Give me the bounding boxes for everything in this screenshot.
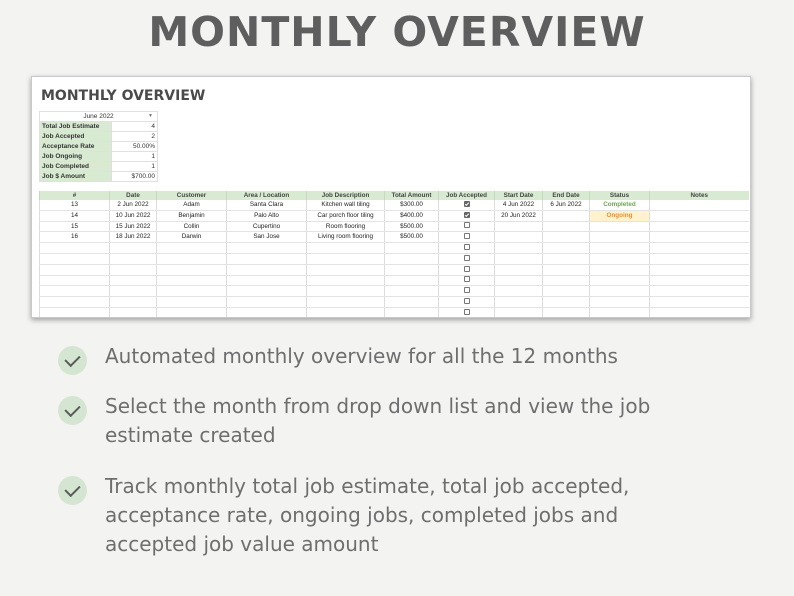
job-status	[590, 253, 650, 264]
summary-label: Job Completed	[40, 162, 112, 172]
notes-cell	[650, 307, 749, 318]
start-date	[495, 297, 543, 308]
job-status	[590, 275, 650, 286]
start-date	[495, 232, 543, 243]
table-row	[40, 210, 749, 221]
job-description: Car porch floor tiling	[307, 210, 385, 221]
area-location	[227, 307, 307, 318]
spreadsheet-preview	[31, 76, 751, 318]
end-date	[543, 297, 590, 308]
job-accepted-checkbox[interactable]	[439, 297, 495, 308]
end-date: 6 Jun 2022	[543, 200, 590, 210]
summary-row	[40, 172, 158, 182]
total-amount: $300.00	[385, 200, 439, 210]
column-header: #	[40, 191, 110, 200]
table-row	[40, 307, 749, 318]
job-status	[590, 232, 650, 243]
notes-cell	[650, 253, 749, 264]
start-date	[495, 264, 543, 275]
column-header: Total Amount	[385, 191, 439, 200]
start-date	[495, 286, 543, 297]
start-date	[495, 221, 543, 232]
column-header: Notes	[650, 191, 749, 200]
notes-cell	[650, 243, 749, 254]
check-icon	[58, 346, 87, 375]
row-number	[40, 307, 110, 318]
job-description	[307, 264, 385, 275]
table-row	[40, 232, 749, 243]
notes-cell	[650, 232, 749, 243]
feature-text: Track monthly total job estimate, total job accepted, acceptance rate, ongoing jobs, completed jobs and accepted job value amount	[105, 474, 630, 556]
total-amount	[385, 307, 439, 318]
row-number	[40, 253, 110, 264]
job-status	[590, 243, 650, 254]
end-date	[543, 232, 590, 243]
table-row	[40, 221, 749, 232]
check-icon	[58, 476, 87, 505]
area-location	[227, 297, 307, 308]
summary-value: $700.00	[112, 172, 158, 182]
summary-value: 1	[112, 162, 158, 172]
job-date: 10 Jun 2022	[110, 210, 157, 221]
job-description	[307, 275, 385, 286]
job-status	[590, 307, 650, 318]
job-date	[110, 307, 157, 318]
end-date	[543, 210, 590, 221]
job-date	[110, 243, 157, 254]
area-location: San Jose	[227, 232, 307, 243]
job-date	[110, 286, 157, 297]
job-date: 18 Jun 2022	[110, 232, 157, 243]
row-number	[40, 297, 110, 308]
end-date	[543, 221, 590, 232]
total-amount	[385, 275, 439, 286]
feature-text: Select the month from drop down list and view the job estimate created	[105, 394, 651, 447]
feature-text: Automated monthly overview for all the 12 months	[105, 344, 618, 368]
job-date: 15 Jun 2022	[110, 221, 157, 232]
row-number: 16	[40, 232, 110, 243]
row-number	[40, 264, 110, 275]
sheet-title: MONTHLY OVERVIEW	[41, 88, 206, 104]
total-amount	[385, 264, 439, 275]
column-header: Start Date	[495, 191, 543, 200]
job-description: Living room flooring	[307, 232, 385, 243]
notes-cell	[650, 275, 749, 286]
start-date	[495, 253, 543, 264]
area-location: Palo Alto	[227, 210, 307, 221]
job-status	[590, 221, 650, 232]
row-number	[40, 286, 110, 297]
total-amount: $500.00	[385, 232, 439, 243]
jobs-table	[39, 191, 749, 318]
customer-name	[157, 307, 227, 318]
row-number: 14	[40, 210, 110, 221]
job-accepted-checkbox[interactable]	[439, 275, 495, 286]
total-amount: $500.00	[385, 221, 439, 232]
column-header: End Date	[543, 191, 590, 200]
notes-cell	[650, 264, 749, 275]
checkbox-icon[interactable]	[464, 309, 470, 315]
table-row	[40, 200, 749, 210]
notes-cell	[650, 221, 749, 232]
start-date	[495, 307, 543, 318]
job-accepted-checkbox[interactable]	[439, 253, 495, 264]
customer-name	[157, 275, 227, 286]
summary-label: Acceptance Rate	[40, 142, 112, 152]
area-location	[227, 264, 307, 275]
job-date	[110, 275, 157, 286]
customer-name: Darwin	[157, 232, 227, 243]
checkbox-icon[interactable]	[464, 255, 470, 261]
checkbox-icon[interactable]	[464, 298, 470, 304]
checkbox-icon[interactable]	[464, 233, 470, 239]
job-date	[110, 297, 157, 308]
summary-label: Total Job Estimate	[40, 122, 112, 132]
end-date	[543, 286, 590, 297]
area-location: Santa Clara	[227, 200, 307, 210]
area-location	[227, 253, 307, 264]
job-description	[307, 307, 385, 318]
total-amount	[385, 297, 439, 308]
summary-row	[40, 122, 158, 132]
table-row	[40, 264, 749, 275]
checkbox-icon[interactable]	[464, 212, 470, 218]
start-date	[495, 275, 543, 286]
summary-value: 50.00%	[112, 142, 158, 152]
job-status	[590, 297, 650, 308]
end-date	[543, 307, 590, 318]
checkbox-icon[interactable]	[464, 244, 470, 250]
summary-value: 2	[112, 132, 158, 142]
job-accepted-checkbox[interactable]	[439, 243, 495, 254]
customer-name	[157, 253, 227, 264]
summary-table	[39, 111, 158, 182]
customer-name: Benjamin	[157, 210, 227, 221]
start-date: 4 Jun 2022	[495, 200, 543, 210]
summary-value: 4	[112, 122, 158, 132]
end-date	[543, 275, 590, 286]
job-accepted-checkbox[interactable]	[439, 200, 495, 210]
start-date: 20 Jun 2022	[495, 210, 543, 221]
job-description: Room flooring	[307, 221, 385, 232]
column-header: Job Description	[307, 191, 385, 200]
month-dropdown[interactable]	[40, 112, 158, 122]
jobs-header-row	[40, 191, 749, 200]
table-row	[40, 286, 749, 297]
total-amount	[385, 253, 439, 264]
notes-cell	[650, 210, 749, 221]
job-status	[590, 286, 650, 297]
feature-item	[58, 392, 705, 450]
column-header: Customer	[157, 191, 227, 200]
summary-row	[40, 162, 158, 172]
job-accepted-checkbox[interactable]	[439, 232, 495, 243]
job-date	[110, 264, 157, 275]
job-date	[110, 253, 157, 264]
column-header: Status	[590, 191, 650, 200]
job-accepted-checkbox[interactable]	[439, 307, 495, 318]
column-header: Date	[110, 191, 157, 200]
notes-cell	[650, 200, 749, 210]
job-accepted-checkbox[interactable]	[439, 210, 495, 221]
customer-name	[157, 264, 227, 275]
job-status: Ongoing	[590, 210, 650, 221]
total-amount	[385, 243, 439, 254]
row-number	[40, 243, 110, 254]
job-accepted-checkbox[interactable]	[439, 264, 495, 275]
checkbox-icon[interactable]	[464, 287, 470, 293]
table-row	[40, 275, 749, 286]
row-number: 13	[40, 200, 110, 210]
job-accepted-checkbox[interactable]	[439, 286, 495, 297]
column-header: Area / Location	[227, 191, 307, 200]
job-status: Completed	[590, 200, 650, 210]
table-row	[40, 297, 749, 308]
job-description	[307, 286, 385, 297]
total-amount	[385, 286, 439, 297]
job-accepted-checkbox[interactable]	[439, 221, 495, 232]
customer-name: Adam	[157, 200, 227, 210]
page-title: MONTHLY OVERVIEW	[148, 8, 646, 56]
summary-value: 1	[112, 152, 158, 162]
customer-name: Collin	[157, 221, 227, 232]
table-row	[40, 253, 749, 264]
job-description	[307, 297, 385, 308]
summary-label: Job Ongoing	[40, 152, 112, 162]
summary-row	[40, 132, 158, 142]
row-number	[40, 275, 110, 286]
area-location	[227, 286, 307, 297]
checkbox-icon[interactable]	[464, 201, 470, 207]
feature-item	[58, 342, 705, 371]
job-date: 2 Jun 2022	[110, 200, 157, 210]
month-dropdown-value: June 2022	[83, 113, 114, 120]
end-date	[543, 264, 590, 275]
column-header: Job Accepted	[439, 191, 495, 200]
customer-name	[157, 243, 227, 254]
job-description	[307, 253, 385, 264]
total-amount: $400.00	[385, 210, 439, 221]
job-description: Kitchen wall tiling	[307, 200, 385, 210]
checkbox-icon[interactable]	[464, 222, 470, 228]
table-row	[40, 243, 749, 254]
summary-label: Job $ Amount	[40, 172, 112, 182]
customer-name	[157, 286, 227, 297]
area-location	[227, 243, 307, 254]
job-description	[307, 243, 385, 254]
start-date	[495, 243, 543, 254]
notes-cell	[650, 286, 749, 297]
summary-label: Job Accepted	[40, 132, 112, 142]
check-icon	[58, 396, 87, 425]
area-location: Cupertino	[227, 221, 307, 232]
feature-item	[58, 472, 705, 559]
end-date	[543, 253, 590, 264]
feature-list	[58, 342, 705, 559]
summary-row	[40, 152, 158, 162]
customer-name	[157, 297, 227, 308]
checkbox-icon[interactable]	[464, 266, 470, 272]
row-number: 15	[40, 221, 110, 232]
area-location	[227, 275, 307, 286]
chevron-down-icon[interactable]: ▼	[148, 113, 153, 119]
checkbox-icon[interactable]	[464, 276, 470, 282]
summary-row	[40, 142, 158, 152]
end-date	[543, 243, 590, 254]
notes-cell	[650, 297, 749, 308]
job-status	[590, 264, 650, 275]
